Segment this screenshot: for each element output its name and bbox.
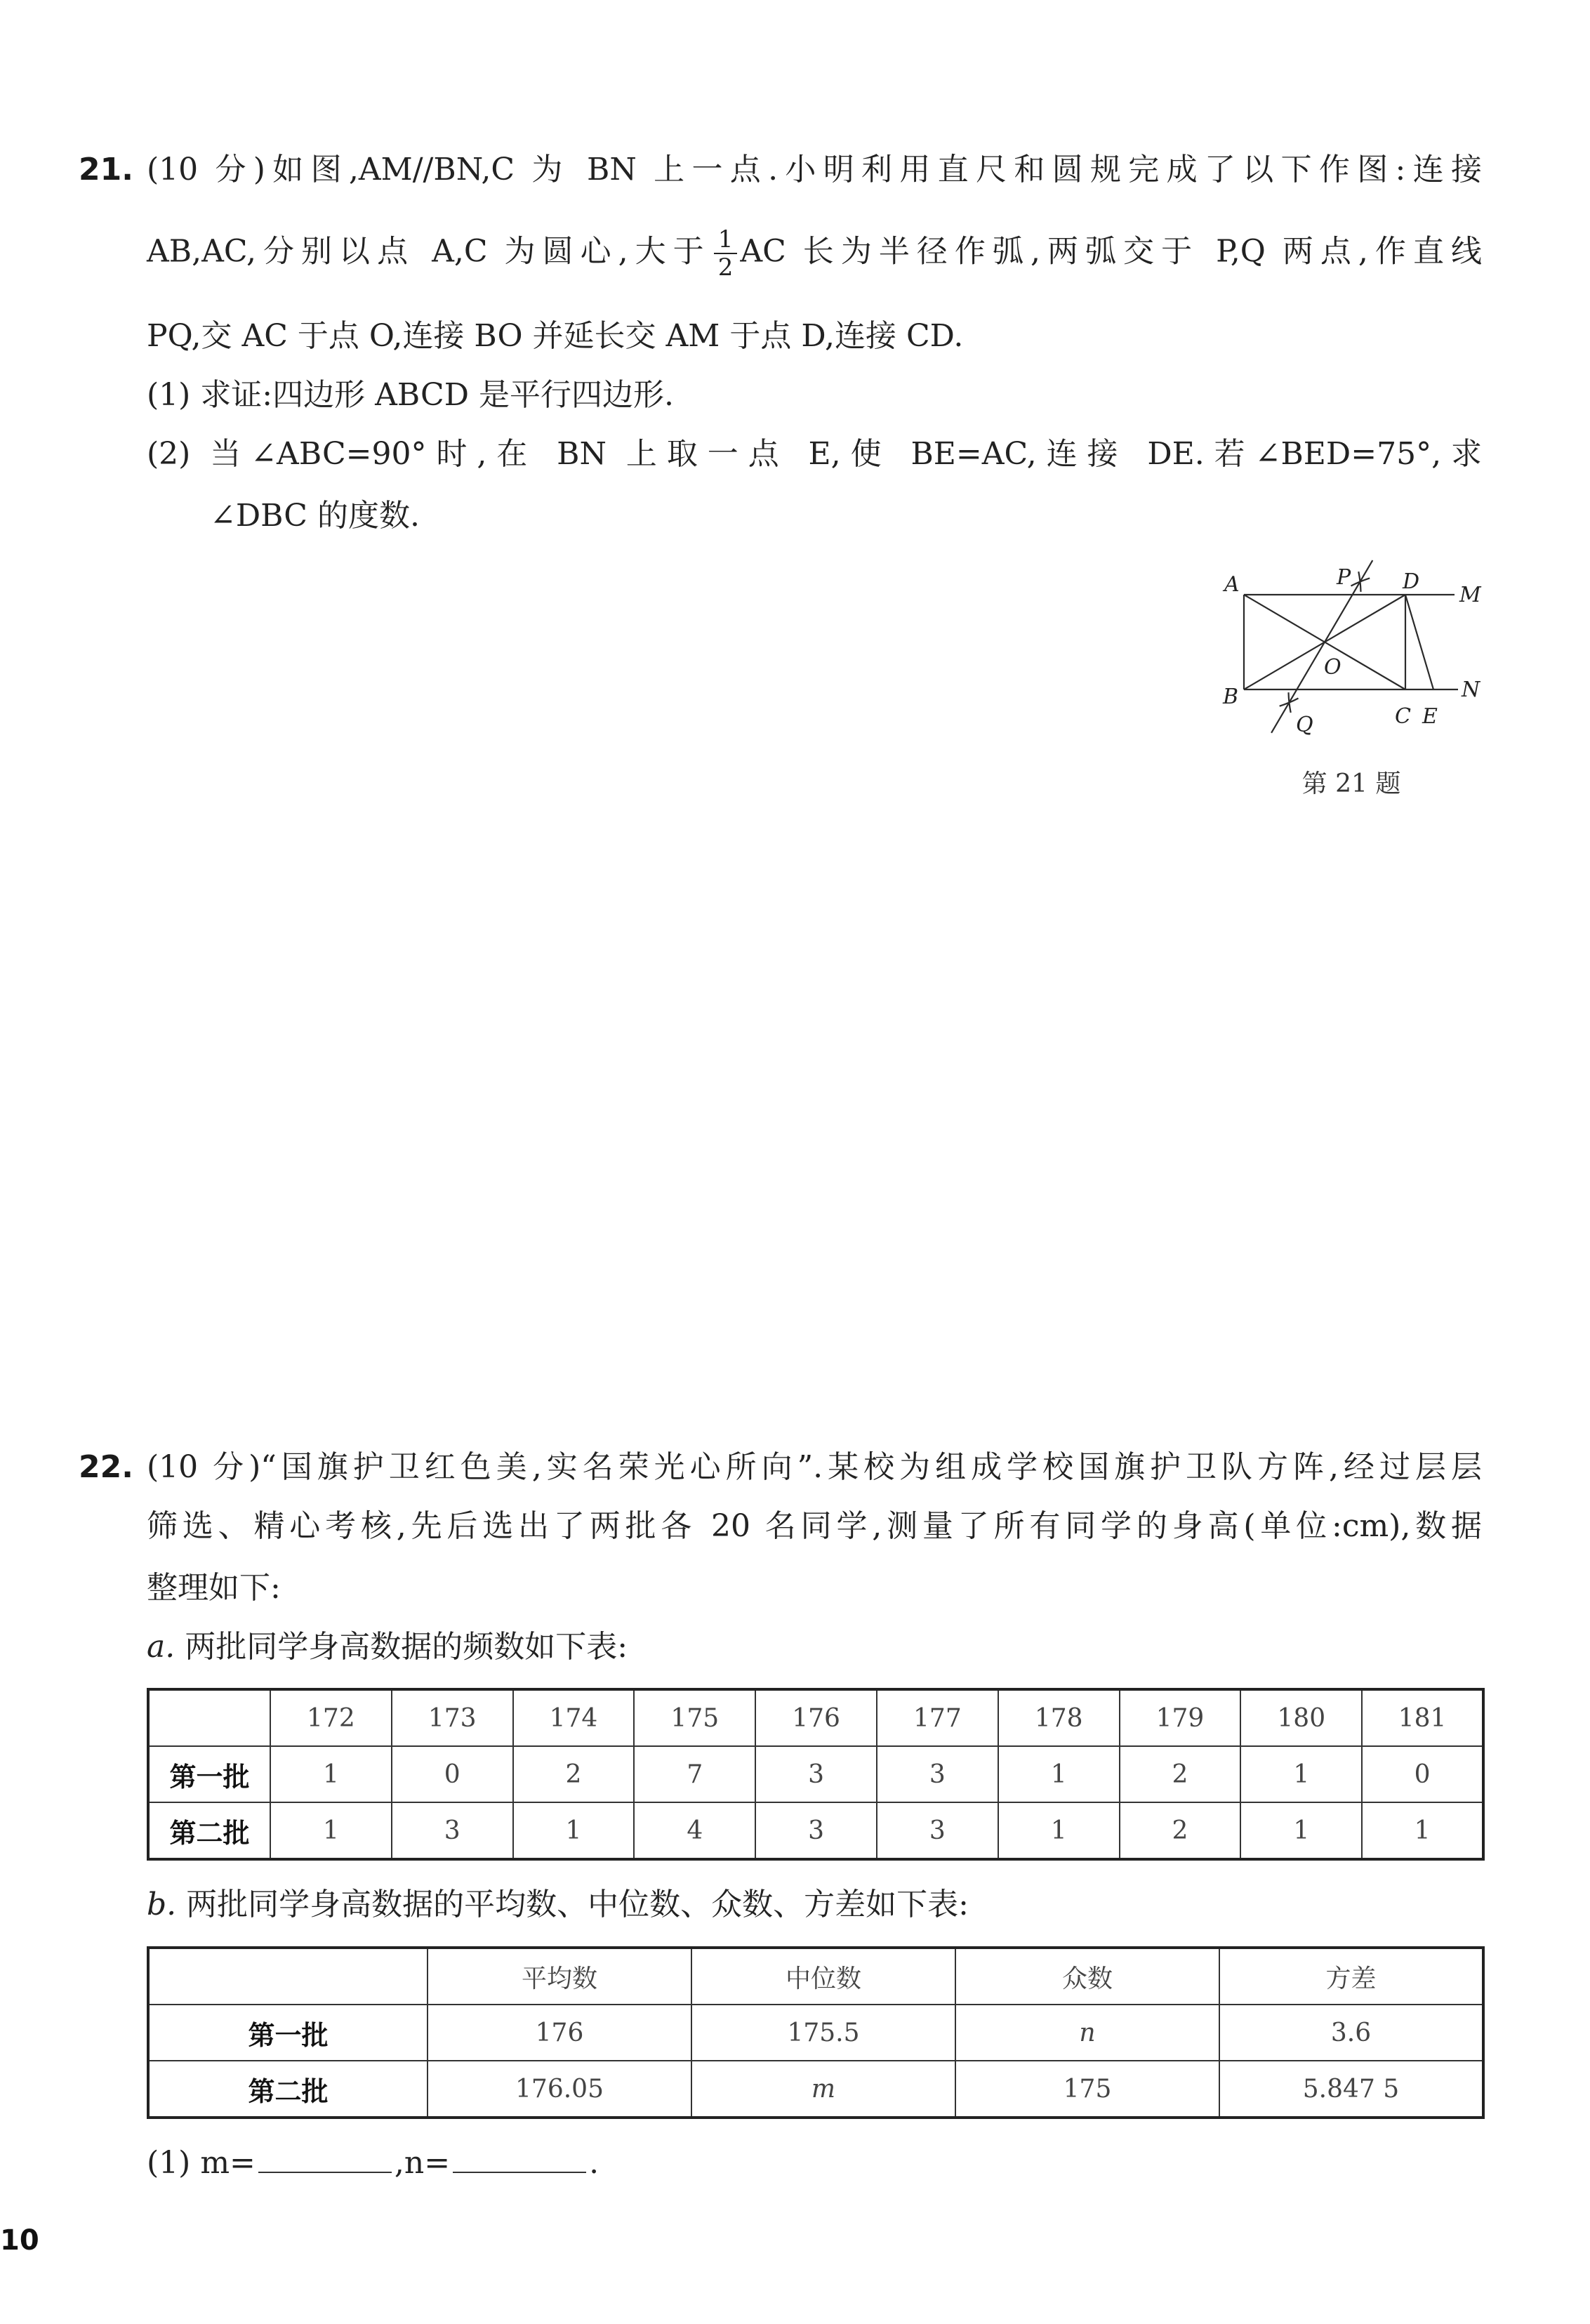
table-cell: 1: [270, 1802, 392, 1859]
question-22-line-2: 筛选、精心考核,先后选出了两批各 20 名同学,测量了所有同学的身高(单位:cm),数据: [147, 1508, 1482, 1544]
question-21-line-1: (10 分)如图,AM//BN,C 为 BN 上一点.小明利用直尺和圆规完成了以下作图:连接: [147, 152, 1482, 187]
header-cell: 174: [513, 1689, 635, 1746]
table-cell: 5.847 5: [1219, 2061, 1483, 2118]
table-header-row: [148, 1689, 1483, 1746]
frequency-table: [147, 1688, 1485, 1861]
table-cell: 1: [998, 1802, 1120, 1859]
label-a: A: [1224, 572, 1240, 597]
row-label: 第二批: [148, 1802, 270, 1859]
table-cell: 3: [877, 1746, 998, 1802]
label-n: N: [1462, 678, 1480, 702]
part-a-text: 两批同学身高数据的频数如下表:: [185, 1629, 628, 1665]
table-cell: m: [691, 2061, 955, 2118]
label-d: D: [1403, 569, 1420, 594]
fraction-one-half: [714, 226, 738, 281]
table-cell: 1: [513, 1802, 635, 1859]
table-cell: 0: [1362, 1746, 1483, 1802]
table-cell: 175: [955, 2061, 1219, 2118]
question-21-part-2-line-2: ∠DBC 的度数.: [210, 498, 420, 534]
question-21-figure: [1193, 541, 1488, 751]
table-cell: 1: [1240, 1802, 1362, 1859]
header-cell: 175: [634, 1689, 755, 1746]
table-cell: 2: [1120, 1802, 1241, 1859]
table-cell: 1: [270, 1746, 392, 1802]
question-21-number: 21.: [79, 152, 133, 187]
table-cell: 3: [755, 1746, 877, 1802]
table-cell: 2: [513, 1746, 635, 1802]
table-cell: 2: [1120, 1746, 1241, 1802]
question-21-part-1: (1) 求证:四边形 ABCD 是平行四边形.: [147, 377, 674, 413]
answer-blank-m: [258, 2144, 392, 2173]
table-row: [148, 1802, 1483, 1859]
label-e: E: [1422, 704, 1438, 729]
label-b: B: [1223, 685, 1239, 709]
table-cell: 1: [1240, 1746, 1362, 1802]
table-cell: 1: [998, 1746, 1120, 1802]
header-cell: 181: [1362, 1689, 1483, 1746]
table-cell: 1: [1362, 1802, 1483, 1859]
header-cell: 众数: [955, 1948, 1219, 2005]
fraction-denominator: 2: [717, 253, 734, 282]
table-cell: n: [955, 2005, 1219, 2061]
part-b-text: 两批同学身高数据的平均数、中位数、众数、方差如下表:: [186, 1887, 969, 1922]
segment-de: [1405, 595, 1433, 689]
figure-caption: 第 21 题: [1301, 770, 1401, 798]
table-cell: 3: [755, 1802, 877, 1859]
part-a-label: a.: [147, 1629, 175, 1665]
row-label: 第一批: [148, 2005, 428, 2061]
table-header-row: [148, 1948, 1483, 2005]
header-cell: 177: [877, 1689, 998, 1746]
row-label: 第一批: [148, 1746, 270, 1802]
label-p: P: [1337, 565, 1351, 590]
part-1-suffix: .: [589, 2145, 599, 2181]
table-cell: 3: [877, 1802, 998, 1859]
fraction-numerator: 1: [714, 226, 738, 254]
question-21-part-2-line-1: (2) 当∠ABC=90°时,在 BN 上取一点 E,使 BE=AC,连接 DE.若∠BED=75°,求: [147, 436, 1482, 472]
question-21-line-2-before: AB,AC,分别以点 A,C 为圆心,大于: [147, 233, 711, 270]
header-cell: 179: [1120, 1689, 1241, 1746]
page-number: 10: [0, 2224, 39, 2257]
header-cell: 173: [392, 1689, 513, 1746]
part-a-intro: [147, 1626, 628, 1668]
header-cell: 180: [1240, 1689, 1362, 1746]
header-cell: 平均数: [428, 1948, 691, 2005]
question-22-number: 22.: [79, 1449, 133, 1485]
part-b-label: b.: [147, 1887, 177, 1922]
table-cell: 0: [392, 1746, 513, 1802]
table-cell: 4: [634, 1802, 755, 1859]
label-o: O: [1324, 655, 1341, 680]
answer-blank-n: [453, 2144, 586, 2173]
corner-cell: [148, 1948, 428, 2005]
part-1-middle: ,n=: [394, 2145, 451, 2181]
label-c: C: [1395, 704, 1411, 729]
part-b-intro: [147, 1884, 969, 1926]
header-cell: 178: [998, 1689, 1120, 1746]
table-cell: 7: [634, 1746, 755, 1802]
question-22-line-3: 整理如下:: [147, 1570, 281, 1606]
question-21-line-2: [147, 226, 1482, 281]
table-row: [148, 1746, 1483, 1802]
question-22-part-1: [147, 2142, 599, 2184]
label-q: Q: [1296, 713, 1313, 737]
part-1-prefix: (1) m=: [147, 2145, 256, 2181]
question-21-line-2-after: AC 长为半径作弧,两弧交于 P,Q 两点,作直线: [740, 233, 1482, 270]
table-cell: 3.6: [1219, 2005, 1483, 2061]
table-row: [148, 2005, 1483, 2061]
table-cell: 176: [428, 2005, 691, 2061]
header-cell: 中位数: [691, 1948, 955, 2005]
row-label: 第二批: [148, 2061, 428, 2118]
table-row: [148, 2061, 1483, 2118]
statistics-table: [147, 1946, 1485, 2119]
table-cell: 3: [392, 1802, 513, 1859]
corner-cell: [148, 1689, 270, 1746]
line-pq: [1271, 560, 1372, 733]
table-cell: 175.5: [691, 2005, 955, 2061]
header-cell: 方差: [1219, 1948, 1483, 2005]
header-cell: 172: [270, 1689, 392, 1746]
label-m: M: [1459, 583, 1481, 607]
question-22-line-1: (10 分)“国旗护卫红色美,实名荣光心所向”.某校为组成学校国旗护卫队方阵,经过层层: [147, 1449, 1482, 1485]
question-21-line-3: PQ,交 AC 于点 O,连接 BO 并延长交 AM 于点 D,连接 CD.: [147, 318, 964, 354]
table-cell: 176.05: [428, 2061, 691, 2118]
header-cell: 176: [755, 1689, 877, 1746]
